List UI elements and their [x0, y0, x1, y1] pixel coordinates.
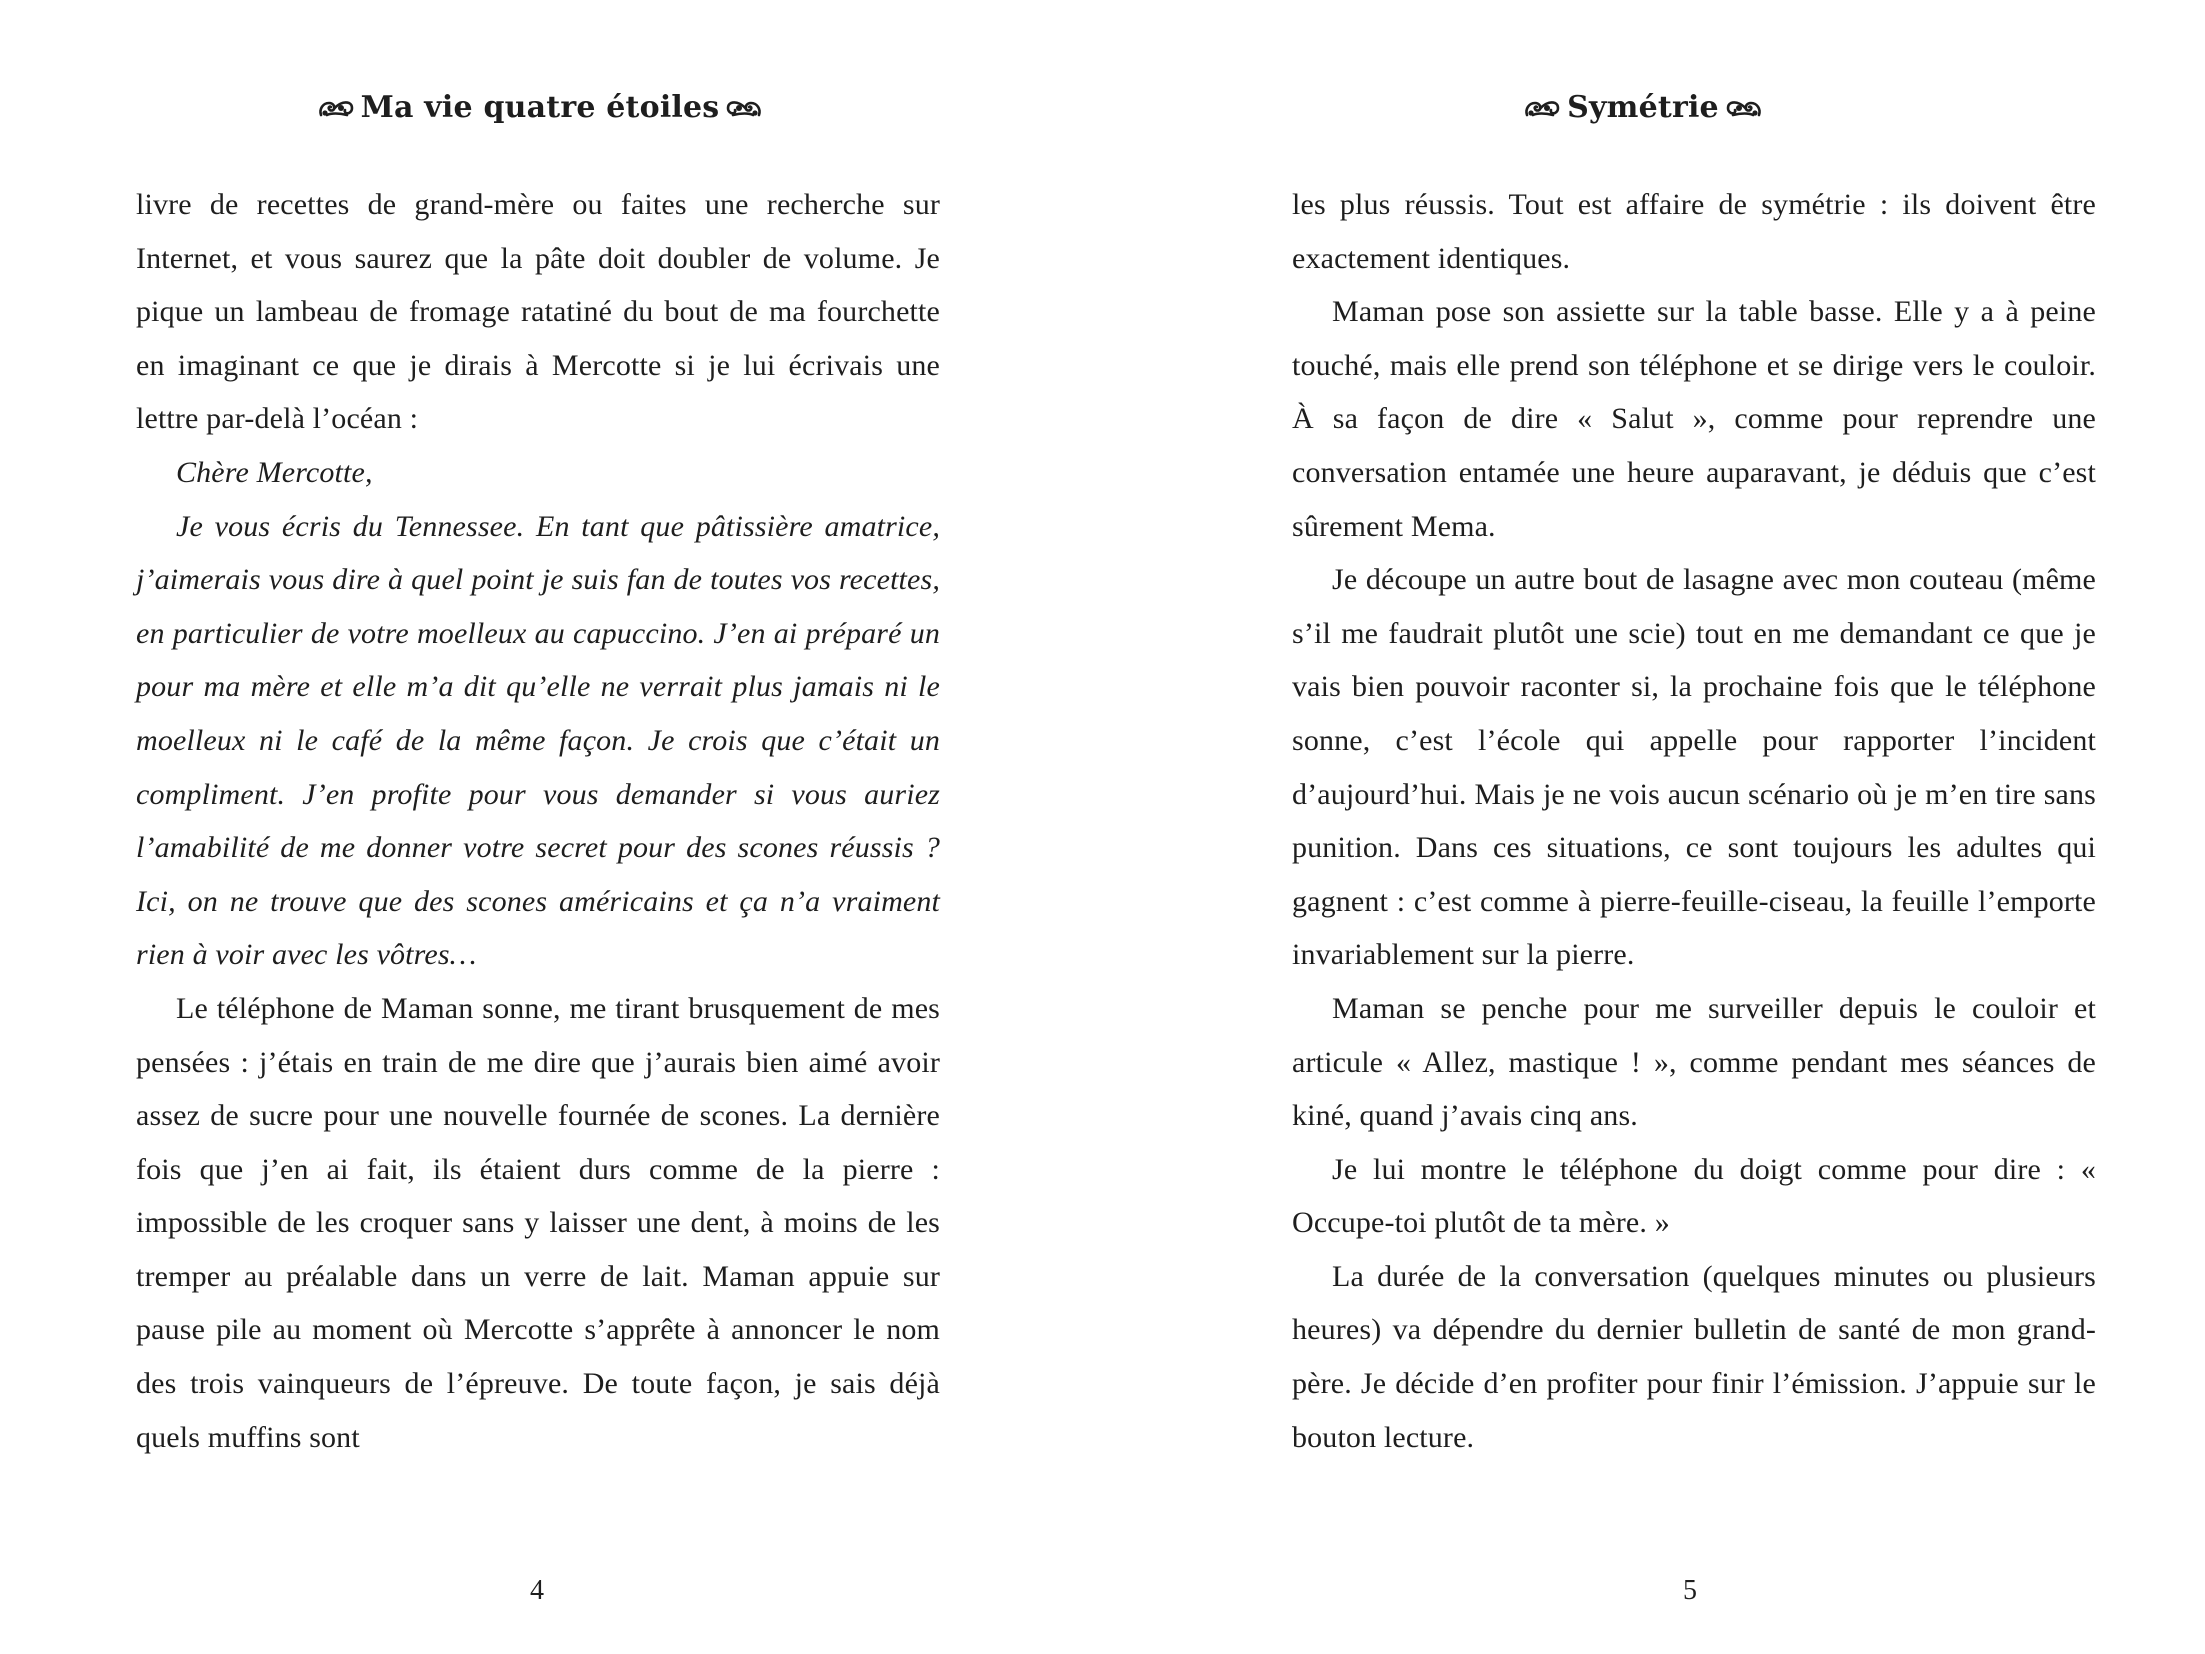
fleuron-right-icon	[1725, 95, 1763, 119]
paragraph: Maman pose son assiette sur la table basse. Elle y a à peine touché, mais elle prend son téléphone et se dirige vers le couloir. À sa façon de dire « Salut », comme pour reprendre une conversation entamée une heure auparavant, je déduis que c’est sûrement Mema.	[1292, 295, 2096, 543]
running-head	[1103, 82, 2183, 132]
running-head-title: Symétrie	[1567, 89, 1719, 125]
left-page	[0, 0, 1102, 1654]
paragraph: La durée de la conversation (quelques minutes ou plusieurs heures) va dépendre du dernier bulletin de santé de mon grand-père. Je décide d’en profiter pour finir l’émission. J’appuie sur le bouton lecture.	[1292, 1259, 2096, 1454]
paragraph: Le téléphone de Maman sonne, me tirant brusquement de mes pensées : j’étais en train de me dire que j’aurais bien aimé avoir assez de sucre pour une nouvelle fournée de scones. La dernière fois que j’en ai fait, ils étaient durs comme de la pierre : impossible de les croquer sans y laisser une dent, à moins de les tremper au préalable dans un verre de lait. Maman appuie sur pause pile au moment où Mercotte s’apprête à annoncer le nom des trois vainqueurs de l’épreuve. De toute façon, je sais déjà quels muffins sont	[136, 991, 940, 1454]
paragraph: les plus réussis. Tout est affaire de symétrie : ils doivent être exactement identiques.	[1292, 188, 2096, 275]
fleuron-left-icon	[317, 95, 355, 119]
running-head-title: Ma vie quatre étoiles	[360, 89, 720, 125]
page-number: 4	[530, 1575, 544, 1606]
body-text	[136, 178, 940, 1464]
letter-salutation: Chère Mercotte,	[176, 455, 373, 489]
letter-body: Je vous écris du Tennessee. En tant que pâtissière amatrice, j’aimerais vous dire à quel point je suis fan de toutes vos recettes, en particulier de votre moelleux au capuccino. J’en ai préparé un pour ma mère et elle m’a dit qu’elle ne verrait plus jamais ni le moelleux ni le café de la même façon. Je crois que c’était un compliment. J’en profite pour vous demander si vous auriez l’amabilité de me donner votre secret pour des scones réussis ? Ici, on ne trouve que des scones américains et ça n’a vraiment rien à voir avec les vôtres…	[136, 509, 940, 972]
paragraph: Je découpe un autre bout de lasagne avec mon couteau (même s’il me faudrait plutôt une scie) tout en me demandant ce que je vais bien pouvoir raconter si, la prochaine fois que le téléphone sonne, c’est l’école qui appelle pour rapporter l’incident d’aujourd’hui. Mais je ne vois aucun scénario où je m’en tire sans punition. Dans ces situations, ce sont toujours les adultes qui gagnent : c’est comme à pierre-feuille-ciseau, la feuille l’emporte invariablement sur la pierre.	[1292, 563, 2096, 972]
page-number: 5	[1683, 1575, 1697, 1606]
running-head	[0, 82, 1080, 132]
fleuron-right-icon	[725, 95, 763, 119]
right-page	[1103, 0, 2205, 1654]
paragraph: Maman se penche pour me surveiller depuis le couloir et articule « Allez, mastique ! », comme pendant mes séances de kiné, quand j’avais cinq ans.	[1292, 991, 2096, 1133]
paragraph: livre de recettes de grand-mère ou faites une recherche sur Internet, et vous saurez que la pâte doit doubler de volume. Je pique un lambeau de fromage ratatiné du bout de ma fourchette en imaginant ce que je dirais à Mercotte si je lui écrivais une lettre par-delà l’océan :	[136, 188, 940, 436]
paragraph: Je lui montre le téléphone du doigt comme pour dire : « Occupe-toi plutôt de ta mère. »	[1292, 1152, 2096, 1240]
fleuron-left-icon	[1523, 95, 1561, 119]
body-text	[1292, 178, 2096, 1464]
